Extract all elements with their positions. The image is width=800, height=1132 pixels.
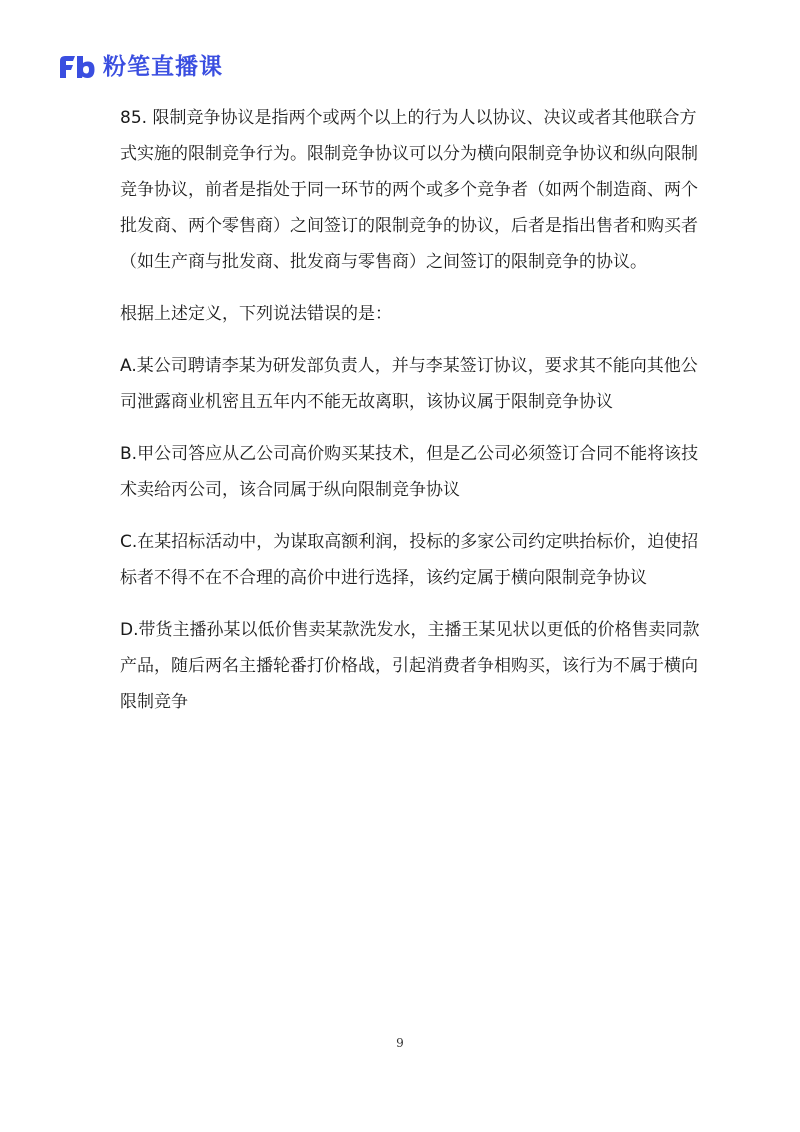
option-b: B.甲公司答应从乙公司高价购买某技术，但是乙公司必须签订合同不能将该技术卖给丙公司，该合同属于纵向限制竞争协议 [120,444,699,500]
option-d: D.带货主播孙某以低价售卖某款洗发水，主播王某见状以更低的价格售卖同款产品，随后两名主播轮番打价格战，引起消费者争相购买，该行为不属于横向限制竞争 [120,620,700,712]
brand-name: 粉笔直播课 [103,54,223,80]
question-prompt: 根据上述定义，下列说法错误的是： [120,304,392,324]
question-content [120,100,700,720]
header [57,50,223,84]
page-number: 9 [396,1036,404,1050]
option-c: C.在某招标活动中，为谋取高额利润，投标的多家公司约定哄抬标价，迫使招标者不得不在不合理的高价中进行选择，该约定属于横向限制竞争协议 [120,532,699,588]
fb-logo-icon [57,52,97,82]
option-a: A.某公司聘请李某为研发部负责人，并与李某签订协议，要求其不能向其他公司泄露商业机密且五年内不能无故离职，该协议属于限制竞争协议 [120,356,698,412]
question-stem: 85. 限制竞争协议是指两个或两个以上的行为人以协议、决议或者其他联合方式实施的限制竞争行为。限制竞争协议可以分为横向限制竞争协议和纵向限制竞争协议，前者是指处于同一环节的两个或多个竞争者（如两个制造商、两个批发商、两个零售商）之间签订的限制竞争的协议，后者是指出售者和购买者（如生产商与批发商、批发商与零售商）之间签订的限制竞争的协议。 [120,108,698,272]
